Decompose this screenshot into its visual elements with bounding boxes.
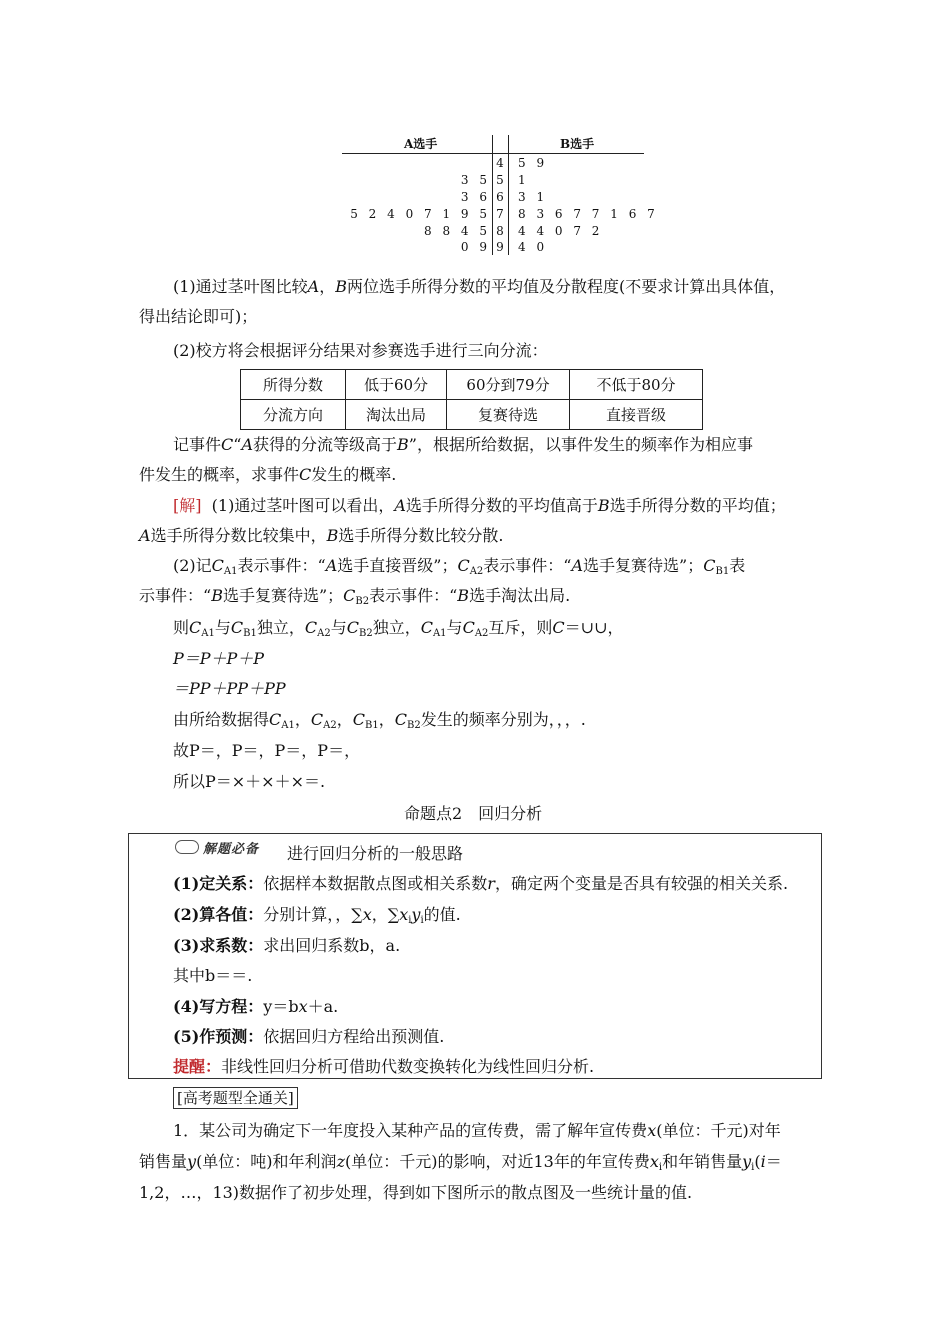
- question-1-line-1: [173, 276, 785, 298]
- stem-leaf-row: [342, 173, 644, 190]
- var-c: C: [703, 556, 716, 575]
- table-row: [241, 370, 703, 400]
- var-c: C: [221, 435, 234, 454]
- text: 获得的分流等级高于: [253, 435, 398, 454]
- subscript: A1: [281, 720, 295, 731]
- solution-line-1: [173, 495, 786, 517]
- text: 选手所得分数比较分散.: [338, 526, 504, 545]
- solution-line-9: 故P＝，P＝，P＝，P＝，: [173, 741, 361, 760]
- text: 与: [446, 618, 463, 637]
- reminder-head: 提醒：: [173, 1057, 222, 1076]
- text: 与: [330, 618, 347, 637]
- text: ，∑: [371, 905, 400, 924]
- var-y: y: [742, 1152, 752, 1171]
- step-head: (1)定关系：: [173, 874, 264, 893]
- box-title: 进行回归分析的一般思路: [287, 844, 464, 863]
- var-c: C: [552, 618, 565, 637]
- text: ，: [378, 710, 395, 729]
- box-line-4: 其中b＝＝.: [173, 966, 253, 985]
- subscript: A2: [317, 628, 331, 639]
- var-a: A: [307, 277, 320, 296]
- var-x: x: [362, 905, 372, 924]
- subscript: A2: [474, 628, 489, 639]
- text: 和年销售量: [662, 1152, 743, 1171]
- leaves-a: 8 8 4 5: [424, 224, 487, 238]
- stem-leaf-head-b: B选手: [560, 137, 595, 151]
- text: 表示事件：“: [369, 586, 458, 605]
- problem-1-line-1: [173, 1120, 781, 1142]
- var-c: C: [189, 618, 202, 637]
- var-b: B: [597, 496, 610, 515]
- subscript: B1: [364, 720, 379, 731]
- table-cell: 不低于80分: [570, 370, 703, 400]
- var-b: B: [335, 277, 348, 296]
- stem-leaf-head-a: A选手: [404, 137, 438, 151]
- text: (单位：千元)的影响，对近13年的年宣传费: [345, 1152, 650, 1171]
- text: 表: [729, 556, 746, 575]
- var-a: A: [571, 556, 584, 575]
- solution-line-10: 所以P＝×＋×＋×＝.: [173, 772, 326, 791]
- solution-line-8: [173, 709, 586, 737]
- table-cell: 直接晋级: [570, 400, 703, 430]
- text: ＝∪∪，: [564, 618, 624, 637]
- text: 选手所得分数的平均值高于: [405, 496, 598, 515]
- solution-line-2: [139, 525, 503, 547]
- exam-tag: [高考题型全通关]: [173, 1087, 298, 1109]
- var-c: C: [230, 618, 244, 637]
- text: ，确定两个变量是否具有较强的相关关系.: [494, 874, 789, 893]
- var-c: C: [211, 556, 224, 575]
- text: “: [233, 435, 242, 454]
- var-b: B: [397, 435, 409, 454]
- var-z: z: [336, 1152, 345, 1171]
- stem: 4: [496, 156, 504, 170]
- stem-leaf-row: [342, 240, 644, 257]
- text: (单位：千元)对年: [656, 1121, 781, 1140]
- var-a: A: [241, 435, 254, 454]
- var-r: r: [487, 874, 495, 893]
- table-cell: 60分到79分: [447, 370, 570, 400]
- var-c: C: [346, 618, 359, 637]
- subscript: i: [408, 915, 412, 926]
- step-head: (2)算各值：: [173, 905, 264, 924]
- var-c: C: [343, 586, 356, 605]
- solution-line-3: [173, 555, 745, 583]
- question-2-line: (2)校方将会根据评分结果对参赛选手进行三向分流：: [173, 341, 548, 360]
- var-c: C: [457, 556, 470, 575]
- solution-tag: [解]: [173, 496, 202, 515]
- box-line-3: [173, 935, 400, 957]
- text: (: [754, 1152, 761, 1171]
- text: 表示事件：“: [483, 556, 572, 575]
- text: 选手复赛待选”；: [222, 586, 344, 605]
- var-a: A: [139, 526, 151, 545]
- step-head: (4)写方程：: [173, 997, 264, 1016]
- var-a: A: [394, 496, 406, 515]
- var-c: C: [299, 465, 312, 484]
- subscript: i: [658, 1162, 663, 1173]
- box-line-2: [173, 904, 461, 932]
- solution-line-7: ＝PP＋PP＋PP: [173, 679, 286, 698]
- text: ，: [319, 277, 336, 296]
- subscript: i: [751, 1162, 755, 1173]
- text: 选手直接晋级”；: [337, 556, 458, 575]
- var-c: C: [462, 618, 475, 637]
- box-line-1: [173, 873, 788, 895]
- step-head: (3)求系数：: [173, 936, 264, 955]
- text: y＝b: [263, 997, 299, 1016]
- var-y: y: [411, 905, 421, 924]
- text: 由所给数据得: [173, 710, 270, 729]
- var-b: B: [326, 526, 339, 545]
- var-c: C: [352, 710, 365, 729]
- text: 发生的概率.: [311, 465, 397, 484]
- badge-logo-icon: [175, 840, 199, 854]
- subscript: B2: [406, 720, 421, 731]
- var-c: C: [394, 710, 407, 729]
- text: ＝: [765, 1152, 782, 1171]
- var-c: C: [304, 618, 318, 637]
- flow-table: [240, 369, 703, 430]
- text: 选手淘汰出局.: [469, 586, 571, 605]
- section-title: 命题点2 回归分析: [404, 804, 543, 823]
- text: 非线性回归分析可借助代数变换转化为线性回归分析.: [221, 1057, 595, 1076]
- text: 的值.: [423, 905, 461, 924]
- text: 发生的频率分别为，，，.: [420, 710, 586, 729]
- event-line-2: [139, 464, 396, 486]
- stem: 7: [496, 207, 504, 221]
- solution-line-6: P＝P＋P＋P: [173, 649, 265, 668]
- text: 则: [173, 618, 190, 637]
- solution-line-4: [139, 585, 570, 613]
- leaves-b: 4 0: [518, 240, 545, 254]
- text: 两位选手所得分数的平均值及分散程度(不要求计算出具体值，: [347, 277, 786, 296]
- badge-label: 解题必备: [203, 842, 260, 857]
- text: (单位：吨)和年利润: [196, 1152, 337, 1171]
- subscript: A2: [469, 566, 484, 577]
- text: 选手所得分数的平均值；: [609, 496, 786, 515]
- text: 依据样本数据散点图或相关系数: [263, 874, 488, 893]
- subscript: B2: [355, 596, 370, 607]
- var-a: A: [325, 556, 338, 575]
- var-x: x: [399, 905, 409, 924]
- subscript: A1: [432, 628, 447, 639]
- leaves-a: 0 9: [460, 240, 487, 254]
- step-head: (5)作预测：: [173, 1027, 264, 1046]
- stem-leaf-row: [342, 156, 644, 173]
- var-y: y: [187, 1152, 197, 1171]
- box-line-6: [173, 1026, 444, 1048]
- subscript: B2: [358, 628, 373, 639]
- text: ”，根据所给数据，以事件发生的频率作为相应事: [408, 435, 753, 454]
- text: (2)记: [173, 556, 212, 575]
- table-cell: 复赛待选: [447, 400, 570, 430]
- text: 求出回归系数b，a.: [263, 936, 401, 955]
- problem-1-line-3: 1,2，…，13)数据作了初步处理，得到如下图所示的散点图及一些统计量的值.: [139, 1183, 693, 1202]
- text: 记事件: [173, 435, 222, 454]
- stem-leaf-row: [342, 207, 655, 224]
- text: 分别计算，，∑: [263, 905, 363, 924]
- stem-leaf-diagram: [342, 135, 655, 255]
- text: 依据回归方程给出预测值.: [263, 1027, 445, 1046]
- subscript: B1: [243, 628, 257, 639]
- text: 互斥，则: [488, 618, 553, 637]
- box-line-7: [173, 1056, 594, 1078]
- leaves-a: 3 6: [460, 190, 487, 204]
- text: 销售量: [139, 1152, 188, 1171]
- text: ，: [336, 710, 353, 729]
- text: 选手复赛待选”；: [583, 556, 704, 575]
- text: ，: [294, 710, 311, 729]
- stem-leaf-row: [342, 190, 644, 207]
- stem: 8: [496, 224, 504, 238]
- stem: 5: [496, 173, 504, 187]
- subscript: A1: [201, 628, 215, 639]
- table-cell: 所得分数: [241, 370, 346, 400]
- text: 与: [214, 618, 231, 637]
- badge: [175, 838, 267, 856]
- var-i: i: [760, 1152, 766, 1171]
- subscript: A2: [323, 720, 337, 731]
- text: ＋a.: [307, 997, 339, 1016]
- subscript: B1: [715, 566, 730, 577]
- table-row: [241, 400, 703, 430]
- leaves-b: 8 3 6 7 7 1 6 7: [518, 207, 655, 221]
- subscript: i: [420, 915, 424, 926]
- var-c: C: [310, 710, 324, 729]
- leaves-a: 3 5: [460, 173, 487, 187]
- text: 件发生的概率，求事件: [139, 465, 300, 484]
- stem-leaf-rule: [342, 153, 644, 154]
- var-x: x: [647, 1121, 657, 1140]
- leaves-a: 5 2 4 0 7 1 9 5: [350, 207, 487, 221]
- solution-line-5: [173, 617, 624, 645]
- stem-leaf-row: [342, 224, 644, 241]
- leaves-b: 4 4 0 7 2: [518, 224, 600, 238]
- event-line-1: [173, 434, 753, 456]
- text: 选手所得分数比较集中，: [150, 526, 327, 545]
- var-c: C: [420, 618, 433, 637]
- text: 1．某公司为确定下一年度投入某种产品的宣传费，需了解年宣传费: [173, 1121, 648, 1140]
- table-cell: 低于60分: [346, 370, 447, 400]
- text: 独立，: [372, 618, 421, 637]
- subscript: A1: [223, 566, 238, 577]
- var-c: C: [269, 710, 282, 729]
- table-cell: 分流方向: [241, 400, 346, 430]
- text: (1)通过茎叶图可以看出，: [211, 496, 395, 515]
- var-b: B: [211, 586, 223, 605]
- leaves-b: 5 9: [518, 156, 545, 170]
- stem: 9: [496, 240, 504, 254]
- text: (1)通过茎叶图比较: [173, 277, 308, 296]
- problem-1-line-2: [139, 1151, 782, 1179]
- text: 示事件：“: [139, 586, 212, 605]
- question-1-line-2: 得出结论即可)；: [139, 307, 258, 326]
- var-b: B: [457, 586, 470, 605]
- text: 独立，: [256, 618, 305, 637]
- var-x: x: [649, 1152, 659, 1171]
- table-cell: 淘汰出局: [346, 400, 447, 430]
- var-x: x: [298, 997, 308, 1016]
- box-line-5: [173, 996, 338, 1018]
- stem: 6: [496, 190, 504, 204]
- text: 表示事件：“: [237, 556, 326, 575]
- leaves-b: 1: [518, 173, 526, 187]
- leaves-b: 3 1: [518, 190, 545, 204]
